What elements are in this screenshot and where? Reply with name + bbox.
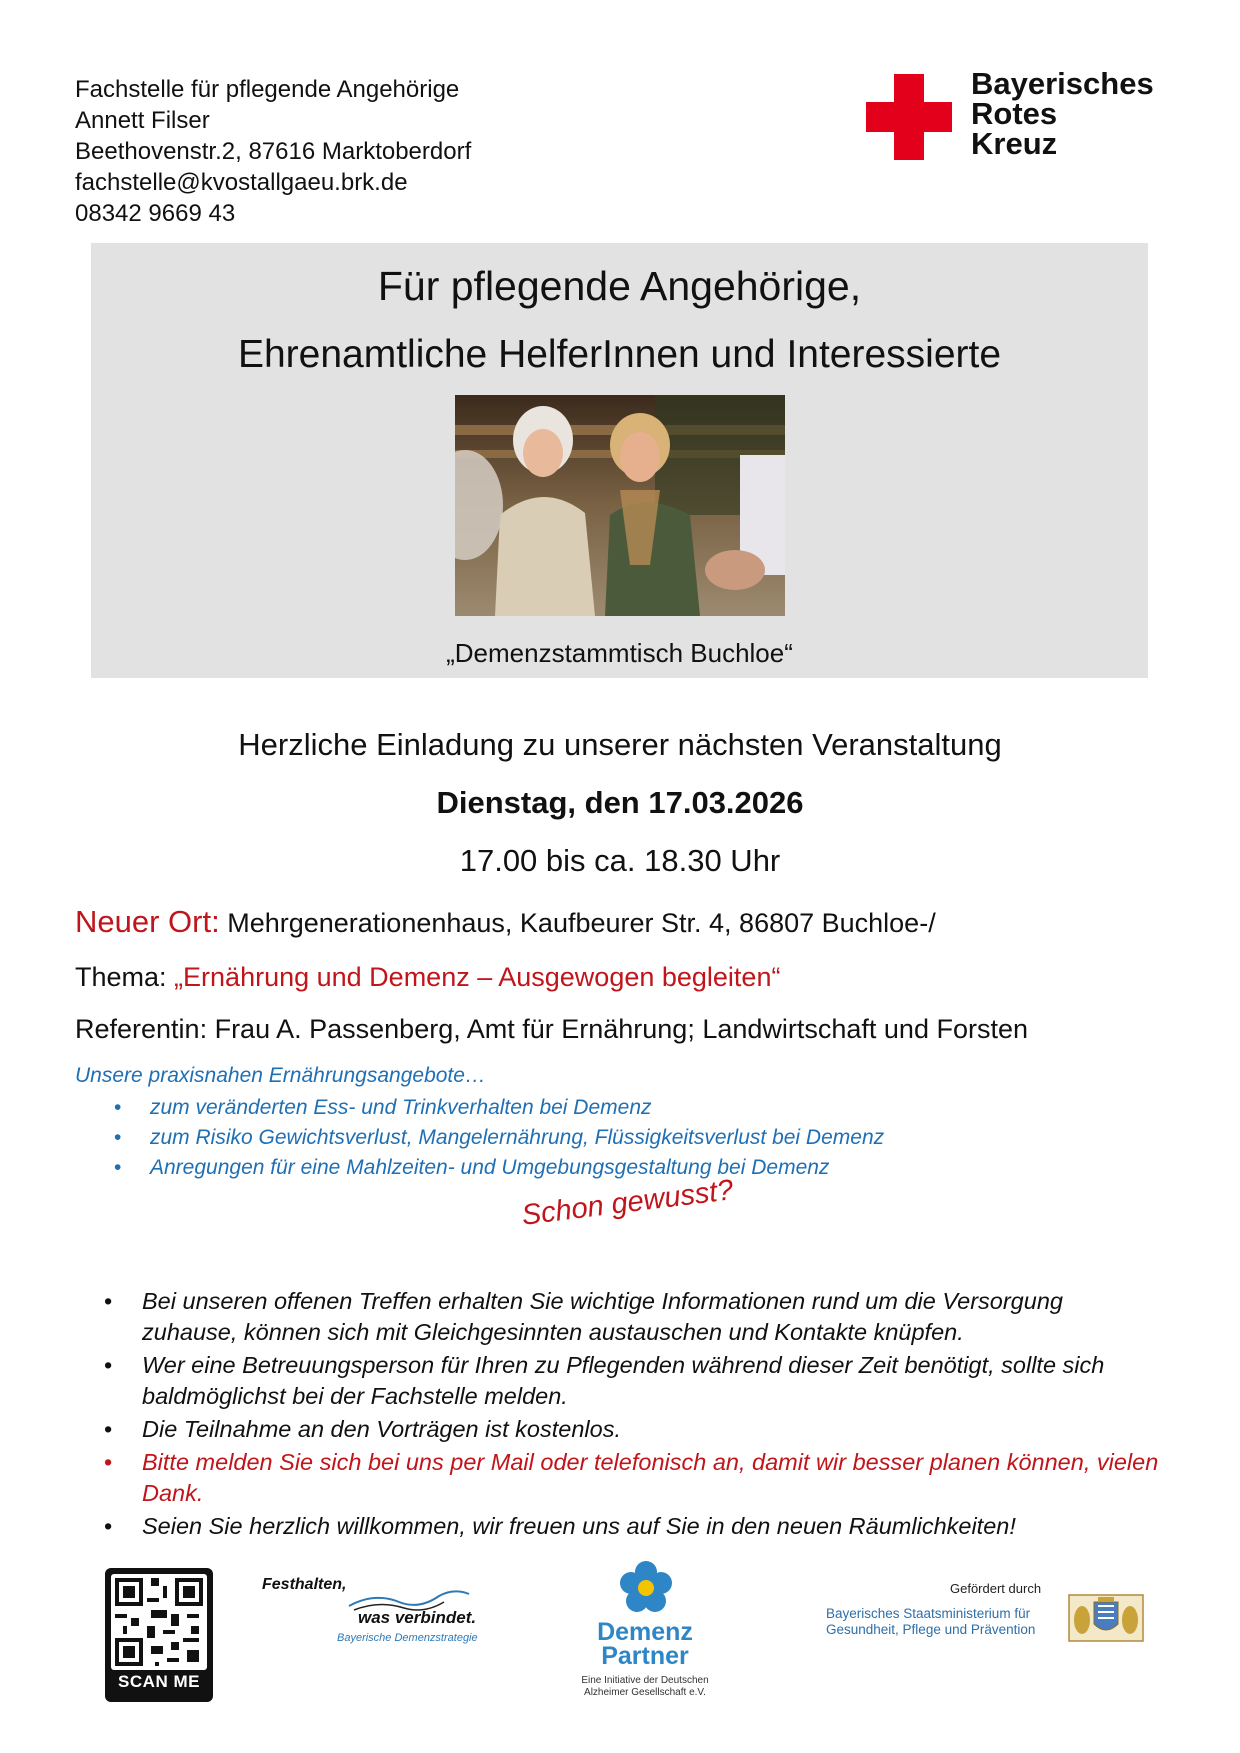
list-item: • zum Risiko Gewichtsverlust, Mangelernährung, Flüssigkeitsverlust bei Demenz	[110, 1123, 884, 1153]
bullet-icon: •	[114, 1126, 122, 1149]
list-item: • Bitte melden Sie sich bei uns per Mail oder telefonisch an, damit wir besser planen können, vielen Dank.	[104, 1449, 1159, 1506]
bullet-icon: •	[104, 1352, 113, 1378]
funded-by-label: Gefördert durch	[950, 1581, 1042, 1596]
bullet-icon: •	[104, 1513, 113, 1539]
banner-title: Für pflegende Angehörige,	[377, 263, 862, 309]
bullet-icon: •	[114, 1096, 122, 1119]
bullet-icon: •	[104, 1449, 113, 1475]
email-address[interactable]: fachstelle@kvostallgaeu.brk.de	[75, 169, 408, 196]
scan-me-label: SCAN ME	[118, 1672, 200, 1691]
phone-number[interactable]: 08342 9669 43	[75, 200, 236, 227]
list-item: • Bei unseren offenen Treffen erhalten Sie wichtige Informationen rund um die Versorgung zuhause, können sich mit Gleichgesinnten austauschen und Kontakte knüpfen.	[104, 1288, 1063, 1345]
brk-logo-text: Bayerisches Rotes Kreuz	[971, 66, 1154, 161]
info-list	[100, 1286, 1160, 1544]
bullet-icon: •	[104, 1288, 113, 1314]
new-location-label: Neuer Ort:	[75, 904, 220, 939]
qr-code[interactable]	[105, 1568, 213, 1702]
list-item: • Seien Sie herzlich willkommen, wir freuen uns auf Sie in den neuen Räumlichkeiten!	[100, 1511, 1160, 1542]
bullet-icon: •	[104, 1416, 113, 1442]
location-address: Mehrgenerationenhaus, Kaufbeurer Str. 4, 86807 Buchloe-/	[219, 908, 936, 938]
speaker-line: Referentin: Frau A. Passenberg, Amt für Ernährung; Landwirtschaft und Forsten	[75, 1014, 1029, 1044]
event-series-name: „Demenzstammtisch Buchloe“	[446, 638, 793, 668]
event-time: 17.00 bis ca. 18.30 Uhr	[459, 843, 781, 878]
bullet-icon: •	[114, 1156, 122, 1179]
ministry-name: Bayerisches Staatsministerium für Gesundheit, Pflege und Prävention	[826, 1606, 1036, 1637]
topic-title: „Ernährung und Demenz – Ausgewogen begleiten“	[174, 962, 781, 992]
org-name: Fachstelle für pflegende Angehörige	[75, 76, 460, 103]
demenz-partner-logo: Demenz Partner Eine Initiative der Deutschen Alzheimer Gesellschaft e.V.	[560, 1560, 730, 1710]
event-date: Dienstag, den 17.03.2026	[436, 785, 804, 820]
banner-subtitle: Ehrenamtliche HelferInnen und Interessierte	[237, 333, 1002, 376]
event-photo	[455, 395, 785, 616]
list-item: • Anregungen für eine Mahlzeiten- und Umgebungsgestaltung bei Demenz	[110, 1153, 884, 1183]
demenzstrategie-logo: Festhalten, was verbindet. Bayerische Demenzstrategie	[262, 1576, 478, 1644]
topic-label: Thema:	[75, 962, 175, 992]
contact-block	[75, 74, 471, 229]
offers-intro: Unsere praxisnahen Ernährungsangebote…	[75, 1064, 486, 1087]
list-item: • Wer eine Betreuungsperson für Ihren zu Pflegenden während dieser Zeit benötigt, sollte sich baldmöglichst bei der Fachstelle melden.	[104, 1352, 1105, 1409]
title-banner	[91, 243, 1148, 678]
offers-list	[110, 1093, 884, 1183]
forget-me-not-icon	[618, 1560, 674, 1616]
contact-person: Annett Filser	[75, 107, 210, 134]
red-cross-icon	[866, 74, 952, 160]
list-item: • Die Teilnahme an den Vorträgen ist kostenlos.	[100, 1414, 1160, 1445]
invitation-text: Herzliche Einladung zu unserer nächsten Veranstaltung	[238, 727, 1002, 762]
list-item: • zum veränderten Ess- und Trinkverhalten bei Demenz	[110, 1093, 884, 1123]
topic-line	[75, 962, 780, 993]
brk-logo	[866, 66, 1166, 164]
did-you-know-heading: Schon gewusst?	[520, 1174, 736, 1232]
bavarian-coat-of-arms-icon	[1068, 1594, 1144, 1642]
street-address: Beethovenstr.2, 87616 Marktoberdorf	[75, 138, 472, 165]
qr-code-image	[111, 1574, 207, 1670]
location-line	[75, 904, 936, 940]
